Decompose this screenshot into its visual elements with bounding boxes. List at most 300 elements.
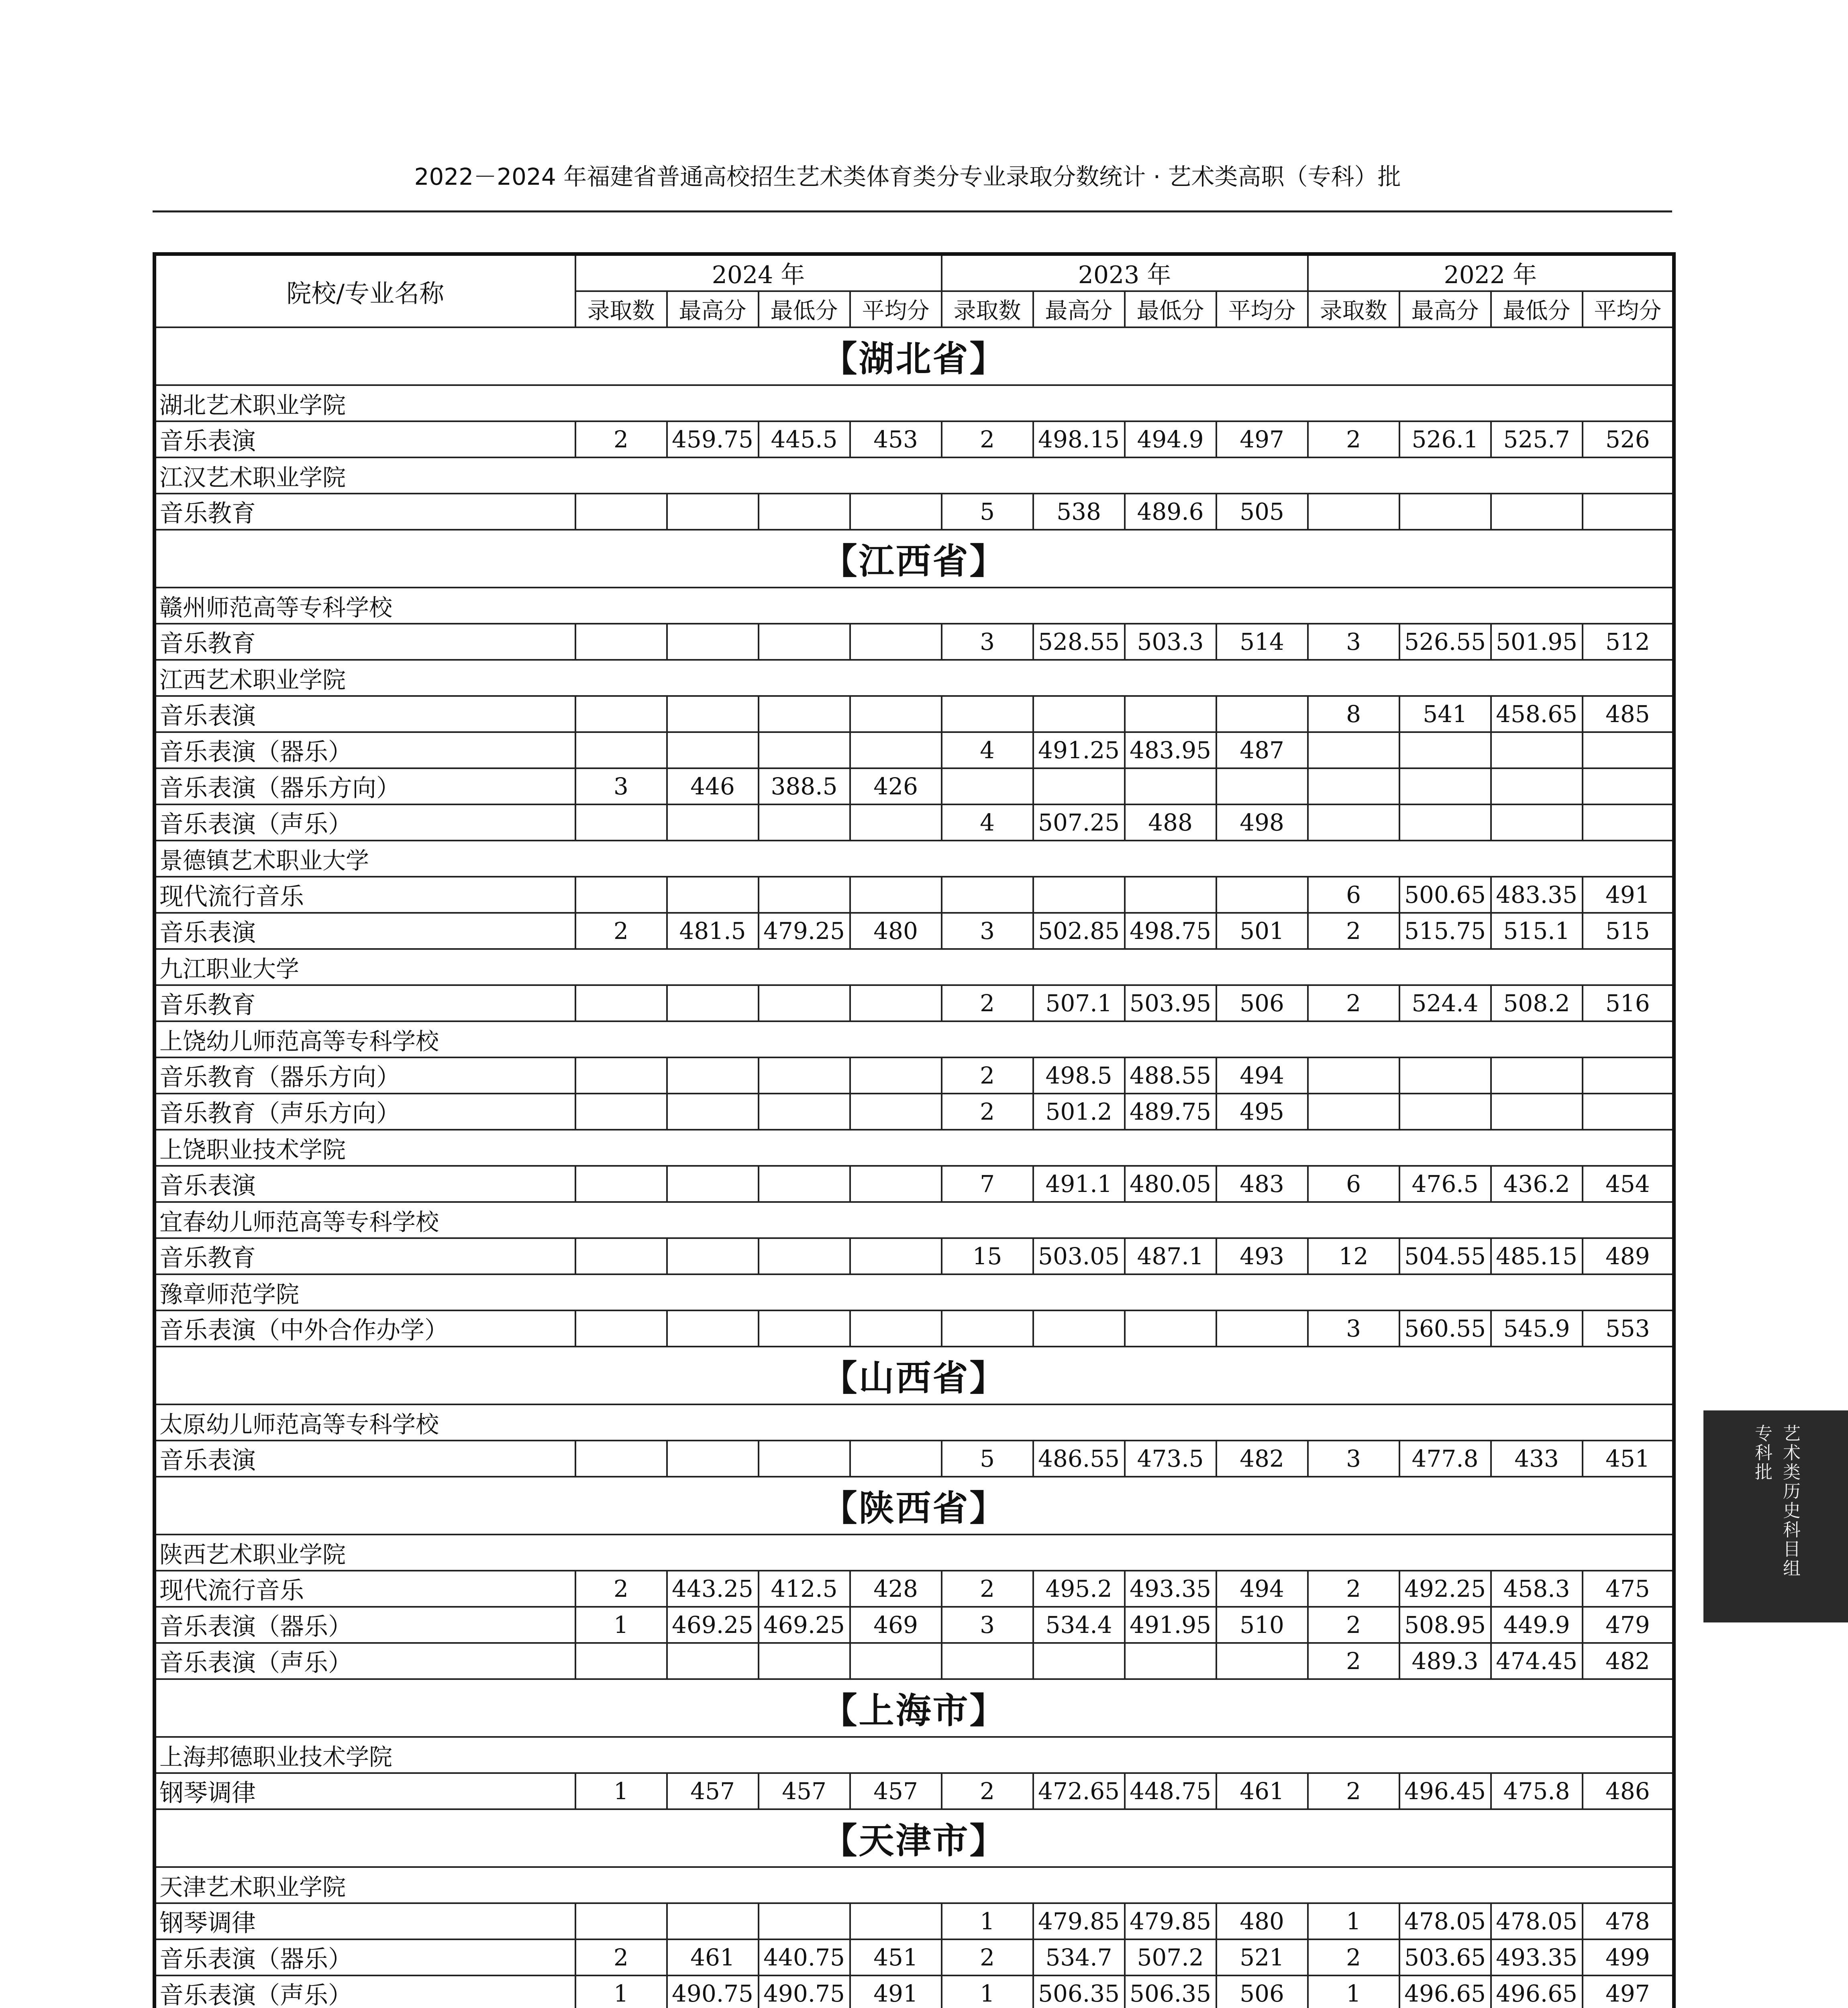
score-cell xyxy=(1491,494,1583,530)
major-name: 音乐表演（器乐） xyxy=(155,1607,575,1643)
score-cell xyxy=(759,1094,850,1130)
score-cell xyxy=(1491,732,1583,768)
score-cell: 501.95 xyxy=(1491,624,1583,660)
score-cell: 485.15 xyxy=(1491,1238,1583,1274)
score-cell xyxy=(759,1903,850,1939)
school-row xyxy=(155,457,1674,494)
score-cell: 1 xyxy=(1308,1975,1399,2008)
major-name: 现代流行音乐 xyxy=(155,877,575,913)
school-name: 上海邦德职业技术学院 xyxy=(155,1737,1674,1773)
score-cell: 491.1 xyxy=(1033,1166,1125,1202)
school-row xyxy=(155,588,1674,624)
score-cell: 3 xyxy=(942,1607,1033,1643)
score-cell: 457 xyxy=(759,1773,850,1809)
table-row xyxy=(155,1238,1674,1274)
score-cell xyxy=(942,696,1033,732)
score-cell: 426 xyxy=(850,768,942,804)
school-name: 赣州师范高等专科学校 xyxy=(155,588,1674,624)
score-cell xyxy=(575,1643,667,1679)
score-cell: 477.8 xyxy=(1399,1441,1491,1477)
score-cell: 507.1 xyxy=(1033,985,1125,1021)
score-cell: 506 xyxy=(1216,985,1308,1021)
table-row xyxy=(155,877,1674,913)
score-cell: 508.2 xyxy=(1491,985,1583,1021)
score-cell: 6 xyxy=(1308,877,1399,913)
table-row xyxy=(155,1903,1674,1939)
score-cell: 476.5 xyxy=(1399,1166,1491,1202)
side-tab-line1: 艺术类历史科目组 xyxy=(1780,1424,1800,1578)
major-name: 音乐教育（声乐方向） xyxy=(155,1094,575,1130)
year-header-2024: 2024 年 xyxy=(575,254,942,292)
score-cell: 4 xyxy=(942,804,1033,841)
score-cell xyxy=(850,985,942,1021)
metric-header: 录取数 xyxy=(575,291,667,327)
table-row xyxy=(155,1975,1674,2008)
score-cell xyxy=(575,985,667,1021)
score-cell: 2 xyxy=(1308,985,1399,1021)
score-cell xyxy=(850,1441,942,1477)
table-row xyxy=(155,1166,1674,1202)
score-cell: 2 xyxy=(1308,913,1399,949)
major-name: 音乐教育 xyxy=(155,1238,575,1274)
score-cell: 3 xyxy=(1308,624,1399,660)
score-cell xyxy=(1491,804,1583,841)
major-name: 音乐表演（声乐） xyxy=(155,1643,575,1679)
score-cell xyxy=(1491,1094,1583,1130)
major-name: 音乐表演 xyxy=(155,1441,575,1477)
province-heading: 【上海市】 xyxy=(155,1679,1674,1737)
major-name: 音乐表演（声乐） xyxy=(155,804,575,841)
province-row xyxy=(155,327,1674,385)
score-cell xyxy=(667,985,759,1021)
score-cell: 494 xyxy=(1216,1571,1308,1607)
score-cell xyxy=(575,1094,667,1130)
score-cell: 493 xyxy=(1216,1238,1308,1274)
score-cell: 4 xyxy=(942,732,1033,768)
province-heading: 【江西省】 xyxy=(155,530,1674,588)
score-cell xyxy=(1583,494,1674,530)
score-cell xyxy=(759,1166,850,1202)
score-cell: 3 xyxy=(575,768,667,804)
score-cell: 2 xyxy=(942,1057,1033,1094)
score-cell xyxy=(575,732,667,768)
score-cell: 491 xyxy=(1583,877,1674,913)
score-cell: 433 xyxy=(1491,1441,1583,1477)
score-cell: 553 xyxy=(1583,1310,1674,1347)
score-cell: 1 xyxy=(1308,1903,1399,1939)
score-cell xyxy=(1125,696,1216,732)
table-row xyxy=(155,913,1674,949)
province-row xyxy=(155,1679,1674,1737)
school-row xyxy=(155,1535,1674,1571)
school-name: 上饶职业技术学院 xyxy=(155,1130,1674,1166)
score-cell: 2 xyxy=(575,913,667,949)
score-cell: 493.35 xyxy=(1125,1571,1216,1607)
score-cell: 498.75 xyxy=(1125,913,1216,949)
score-cell xyxy=(667,877,759,913)
score-cell xyxy=(759,624,850,660)
score-cell xyxy=(667,1903,759,1939)
score-cell: 1 xyxy=(942,1903,1033,1939)
score-cell: 534.7 xyxy=(1033,1939,1125,1975)
school-name: 景德镇艺术职业大学 xyxy=(155,841,1674,877)
score-cell xyxy=(575,1441,667,1477)
score-cell: 503.3 xyxy=(1125,624,1216,660)
score-cell: 521 xyxy=(1216,1939,1308,1975)
score-cell: 474.45 xyxy=(1491,1643,1583,1679)
score-cell: 489.6 xyxy=(1125,494,1216,530)
score-cell: 457 xyxy=(667,1773,759,1809)
score-cell xyxy=(1308,494,1399,530)
major-name: 音乐表演 xyxy=(155,421,575,457)
school-name: 江西艺术职业学院 xyxy=(155,660,1674,696)
score-cell xyxy=(850,1903,942,1939)
score-cell: 515 xyxy=(1583,913,1674,949)
major-name: 音乐教育 xyxy=(155,624,575,660)
score-cell xyxy=(667,804,759,841)
score-cell xyxy=(942,1643,1033,1679)
score-cell: 507.2 xyxy=(1125,1939,1216,1975)
score-cell: 5 xyxy=(942,1441,1033,1477)
table-row xyxy=(155,1607,1674,1643)
score-cell: 491 xyxy=(850,1975,942,2008)
score-cell: 515.75 xyxy=(1399,913,1491,949)
score-cell: 2 xyxy=(942,421,1033,457)
score-cell: 488 xyxy=(1125,804,1216,841)
score-cell: 497 xyxy=(1583,1975,1674,2008)
major-name: 音乐表演（中外合作办学） xyxy=(155,1310,575,1347)
school-name: 天津艺术职业学院 xyxy=(155,1867,1674,1903)
school-name: 太原幼儿师范高等专科学校 xyxy=(155,1404,1674,1441)
score-cell: 482 xyxy=(1583,1643,1674,1679)
score-cell xyxy=(1583,1057,1674,1094)
score-cell xyxy=(1125,768,1216,804)
score-cell: 508.95 xyxy=(1399,1607,1491,1643)
score-cell: 453 xyxy=(850,421,942,457)
score-cell xyxy=(1308,1057,1399,1094)
score-cell: 2 xyxy=(575,421,667,457)
score-cell: 3 xyxy=(1308,1441,1399,1477)
table-row xyxy=(155,985,1674,1021)
score-cell xyxy=(667,494,759,530)
score-cell: 2 xyxy=(1308,1773,1399,1809)
score-cell: 503.95 xyxy=(1125,985,1216,1021)
score-cell xyxy=(850,1057,942,1094)
score-cell: 1 xyxy=(575,1975,667,2008)
province-heading: 【山西省】 xyxy=(155,1347,1674,1404)
score-cell xyxy=(759,985,850,1021)
province-row xyxy=(155,1347,1674,1404)
score-cell: 436.2 xyxy=(1491,1166,1583,1202)
score-cell: 482 xyxy=(1216,1441,1308,1477)
score-cell xyxy=(1583,732,1674,768)
score-cell: 3 xyxy=(1308,1310,1399,1347)
score-cell: 493.35 xyxy=(1491,1939,1583,1975)
score-cell: 483.95 xyxy=(1125,732,1216,768)
score-cell: 478.05 xyxy=(1491,1903,1583,1939)
score-cell: 488.55 xyxy=(1125,1057,1216,1094)
score-cell: 541 xyxy=(1399,696,1491,732)
table-row xyxy=(155,421,1674,457)
school-row xyxy=(155,1404,1674,1441)
score-cell: 412.5 xyxy=(759,1571,850,1607)
score-cell xyxy=(575,1903,667,1939)
score-cell: 2 xyxy=(575,1939,667,1975)
score-cell xyxy=(1216,1310,1308,1347)
score-cell xyxy=(667,1057,759,1094)
metric-header: 最低分 xyxy=(1491,291,1583,327)
score-cell: 461 xyxy=(1216,1773,1308,1809)
score-cell: 526.55 xyxy=(1399,624,1491,660)
score-cell: 2 xyxy=(942,1939,1033,1975)
school-row xyxy=(155,1737,1674,1773)
score-cell: 491.25 xyxy=(1033,732,1125,768)
score-cell xyxy=(759,1310,850,1347)
major-name: 音乐表演（器乐方向） xyxy=(155,768,575,804)
score-cell xyxy=(1399,804,1491,841)
score-cell: 445.5 xyxy=(759,421,850,457)
score-cell xyxy=(1033,877,1125,913)
score-cell: 1 xyxy=(942,1975,1033,2008)
score-cell: 489.75 xyxy=(1125,1094,1216,1130)
score-cell xyxy=(667,1238,759,1274)
score-cell: 6 xyxy=(1308,1166,1399,1202)
table-row xyxy=(155,1643,1674,1679)
score-cell xyxy=(575,877,667,913)
score-cell xyxy=(850,1643,942,1679)
score-cell: 486 xyxy=(1583,1773,1674,1809)
score-cell: 458.65 xyxy=(1491,696,1583,732)
score-cell: 449.9 xyxy=(1491,1607,1583,1643)
score-cell xyxy=(1125,1310,1216,1347)
score-cell: 443.25 xyxy=(667,1571,759,1607)
metric-header: 最低分 xyxy=(759,291,850,327)
score-cell: 495 xyxy=(1216,1094,1308,1130)
province-heading: 【湖北省】 xyxy=(155,327,1674,385)
score-cell xyxy=(667,1310,759,1347)
score-cell xyxy=(575,696,667,732)
score-cell xyxy=(1033,1310,1125,1347)
table-row xyxy=(155,696,1674,732)
score-cell: 475 xyxy=(1583,1571,1674,1607)
score-cell xyxy=(759,1441,850,1477)
score-cell xyxy=(942,877,1033,913)
score-cell: 501.2 xyxy=(1033,1094,1125,1130)
header-divider xyxy=(153,210,1672,212)
score-cell xyxy=(667,1643,759,1679)
score-cell: 2 xyxy=(575,1571,667,1607)
table-row xyxy=(155,1773,1674,1809)
province-row xyxy=(155,1477,1674,1535)
score-cell: 469.25 xyxy=(667,1607,759,1643)
score-cell: 498 xyxy=(1216,804,1308,841)
score-cell: 1 xyxy=(575,1773,667,1809)
major-name: 音乐表演 xyxy=(155,1166,575,1202)
score-cell: 2 xyxy=(1308,1571,1399,1607)
score-cell: 502.85 xyxy=(1033,913,1125,949)
score-cell: 489.3 xyxy=(1399,1643,1491,1679)
metric-header: 录取数 xyxy=(942,291,1033,327)
score-cell xyxy=(850,877,942,913)
score-cell: 496.65 xyxy=(1399,1975,1491,2008)
school-row xyxy=(155,1021,1674,1057)
table-row xyxy=(155,768,1674,804)
province-row xyxy=(155,1809,1674,1867)
score-cell: 480.05 xyxy=(1125,1166,1216,1202)
score-cell xyxy=(759,696,850,732)
score-cell: 487 xyxy=(1216,732,1308,768)
score-cell: 2 xyxy=(942,1094,1033,1130)
score-cell: 3 xyxy=(942,624,1033,660)
score-cell xyxy=(850,1094,942,1130)
score-cell xyxy=(850,732,942,768)
score-cell: 473.5 xyxy=(1125,1441,1216,1477)
score-cell xyxy=(942,1310,1033,1347)
score-cell: 388.5 xyxy=(759,768,850,804)
year-header-2022: 2022 年 xyxy=(1308,254,1674,292)
score-cell: 461 xyxy=(667,1939,759,1975)
score-cell: 494.9 xyxy=(1125,421,1216,457)
score-cell: 525.7 xyxy=(1491,421,1583,457)
score-cell xyxy=(1399,494,1491,530)
score-cell: 454 xyxy=(1583,1166,1674,1202)
table-row xyxy=(155,1571,1674,1607)
score-cell xyxy=(667,1094,759,1130)
score-cell: 560.55 xyxy=(1399,1310,1491,1347)
score-cell xyxy=(1216,696,1308,732)
score-cell xyxy=(1583,1094,1674,1130)
score-cell: 2 xyxy=(1308,421,1399,457)
score-cell: 3 xyxy=(942,913,1033,949)
metric-header: 平均分 xyxy=(850,291,942,327)
score-cell xyxy=(1125,1643,1216,1679)
score-cell: 1 xyxy=(575,1607,667,1643)
school-row xyxy=(155,841,1674,877)
score-cell: 490.75 xyxy=(667,1975,759,2008)
score-cell xyxy=(575,1310,667,1347)
score-cell: 505 xyxy=(1216,494,1308,530)
score-cell: 15 xyxy=(942,1238,1033,1274)
school-row xyxy=(155,1130,1674,1166)
score-cell: 485 xyxy=(1583,696,1674,732)
score-cell: 510 xyxy=(1216,1607,1308,1643)
year-header-row xyxy=(155,254,1674,292)
score-cell: 526 xyxy=(1583,421,1674,457)
score-cell: 451 xyxy=(850,1939,942,1975)
score-cell xyxy=(575,1238,667,1274)
side-tab-line2: 专科批 xyxy=(1752,1424,1772,1482)
score-cell: 7 xyxy=(942,1166,1033,1202)
score-cell: 503.05 xyxy=(1033,1238,1125,1274)
score-cell xyxy=(667,1441,759,1477)
score-cell: 8 xyxy=(1308,696,1399,732)
score-cell: 504.55 xyxy=(1399,1238,1491,1274)
score-cell xyxy=(1399,1094,1491,1130)
school-row xyxy=(155,660,1674,696)
score-cell xyxy=(1308,732,1399,768)
score-cell: 481.5 xyxy=(667,913,759,949)
table-row xyxy=(155,624,1674,660)
score-cell: 479.25 xyxy=(759,913,850,949)
score-cell: 499 xyxy=(1583,1939,1674,1975)
score-cell xyxy=(1033,1643,1125,1679)
score-cell xyxy=(667,1166,759,1202)
score-cell: 507.25 xyxy=(1033,804,1125,841)
score-cell: 498.5 xyxy=(1033,1057,1125,1094)
major-name: 音乐教育 xyxy=(155,494,575,530)
score-cell: 451 xyxy=(1583,1441,1674,1477)
score-cell xyxy=(667,732,759,768)
score-cell: 483 xyxy=(1216,1166,1308,1202)
table-row xyxy=(155,1057,1674,1094)
score-cell: 448.75 xyxy=(1125,1773,1216,1809)
name-column-header: 院校/专业名称 xyxy=(155,254,575,328)
score-cell xyxy=(575,494,667,530)
score-cell: 516 xyxy=(1583,985,1674,1021)
score-cell xyxy=(759,804,850,841)
metric-header: 最高分 xyxy=(1399,291,1491,327)
score-cell xyxy=(1399,1057,1491,1094)
school-name: 陕西艺术职业学院 xyxy=(155,1535,1674,1571)
score-cell: 496.45 xyxy=(1399,1773,1491,1809)
score-cell: 496.65 xyxy=(1491,1975,1583,2008)
score-cell xyxy=(667,624,759,660)
metric-header: 平均分 xyxy=(1216,291,1308,327)
score-cell xyxy=(850,804,942,841)
score-cell: 446 xyxy=(667,768,759,804)
table-row xyxy=(155,732,1674,768)
score-cell: 497 xyxy=(1216,421,1308,457)
score-cell xyxy=(667,696,759,732)
score-cell xyxy=(1033,768,1125,804)
score-cell xyxy=(575,804,667,841)
school-row xyxy=(155,1274,1674,1310)
score-cell xyxy=(850,1310,942,1347)
school-row xyxy=(155,1202,1674,1238)
school-row xyxy=(155,949,1674,985)
score-cell xyxy=(1033,696,1125,732)
metric-header: 最低分 xyxy=(1125,291,1216,327)
score-cell xyxy=(759,1643,850,1679)
score-cell: 458.3 xyxy=(1491,1571,1583,1607)
score-cell xyxy=(1216,1643,1308,1679)
table-row xyxy=(155,1310,1674,1347)
score-cell: 479.85 xyxy=(1125,1903,1216,1939)
school-name: 九江职业大学 xyxy=(155,949,1674,985)
score-cell xyxy=(1125,877,1216,913)
score-cell xyxy=(1491,768,1583,804)
score-cell: 500.65 xyxy=(1399,877,1491,913)
score-cell xyxy=(1399,768,1491,804)
metric-header: 录取数 xyxy=(1308,291,1399,327)
metric-header: 最高分 xyxy=(667,291,759,327)
score-cell: 469 xyxy=(850,1607,942,1643)
major-name: 音乐表演 xyxy=(155,913,575,949)
score-cell: 514 xyxy=(1216,624,1308,660)
score-cell: 428 xyxy=(850,1571,942,1607)
score-cell xyxy=(1399,732,1491,768)
score-cell: 524.4 xyxy=(1399,985,1491,1021)
score-cell: 512 xyxy=(1583,624,1674,660)
school-row xyxy=(155,1867,1674,1903)
score-cell: 483.35 xyxy=(1491,877,1583,913)
score-cell: 2 xyxy=(1308,1607,1399,1643)
score-cell xyxy=(1308,1094,1399,1130)
major-name: 音乐教育（器乐方向） xyxy=(155,1057,575,1094)
score-cell xyxy=(1216,768,1308,804)
score-cell: 491.95 xyxy=(1125,1607,1216,1643)
score-cell: 545.9 xyxy=(1491,1310,1583,1347)
